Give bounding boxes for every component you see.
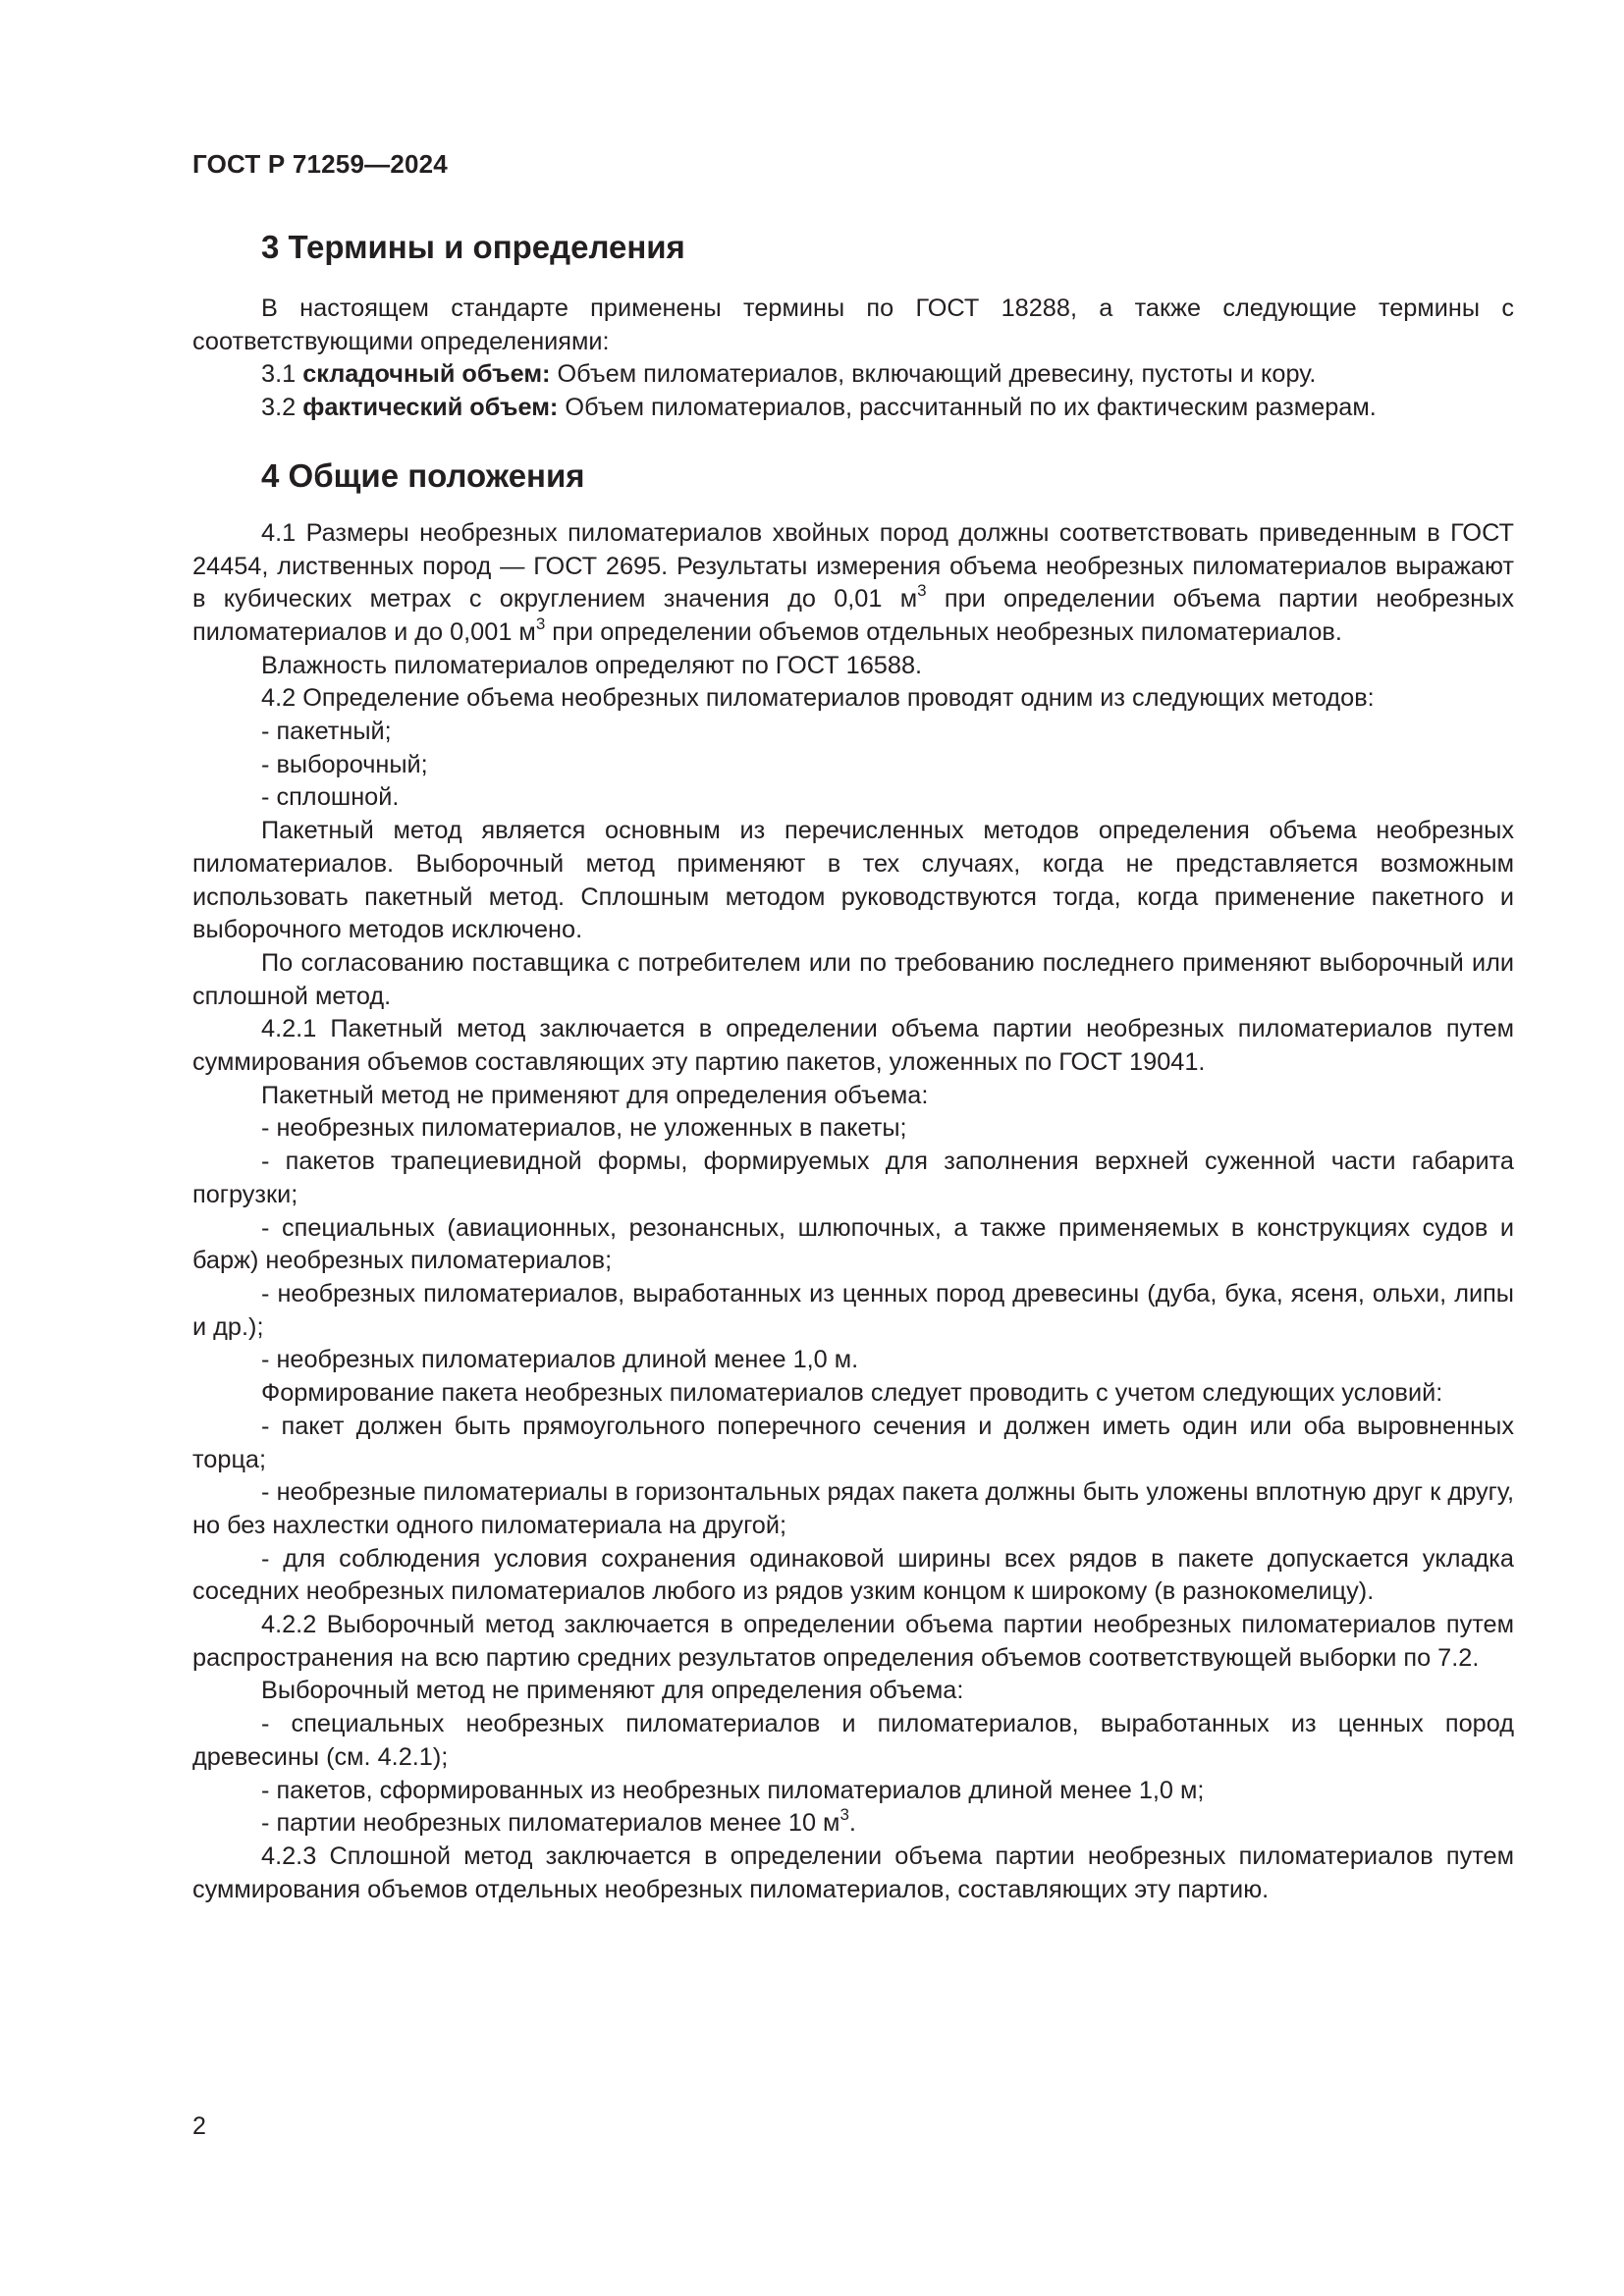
list-item-exclusion: - необрезных пиломатериалов длиной менее 1,0 м. xyxy=(261,1346,859,1374)
list-item-condition: - для соблюдения условия сохранения одинаковой ширины всех рядов в пакете допускается укладка соседних необрезных пиломатериалов любого из рядов узким концом к широкому (в разнокомелицу). xyxy=(192,1544,1514,1606)
document-id-header: ГОСТ Р 71259—2024 xyxy=(192,149,448,179)
clause-4-2-2: 4.2.2 Выборочный метод заключается в определении объема партии необрезных пиломатериалов путем распространения на всю партию средних результатов определения объемов соответствующей выборки по 7.2. xyxy=(192,1611,1514,1672)
term-3-1-definition: Объем пиломатериалов, включающий древесину, пустоты и кору. xyxy=(550,360,1317,389)
list-item-exclusion: - специальных необрезных пиломатериалов и пиломатериалов, выработанных из ценных пород древесины (см. 4.2.1); xyxy=(192,1710,1514,1771)
packet-forming-paragraph: Формирование пакета необрезных пиломатериалов следует проводить с учетом следующих условий: xyxy=(261,1379,1443,1408)
clause-4-1-part-b: при определении объема партии необрезных пиломатериалов и до 0,001 м xyxy=(192,585,1515,646)
clause-4-1-part-a: 4.1 Размеры необрезных пиломатериалов хвойных пород должны соответствовать приведенным в ГОСТ 24454, лиственных пород — ГОСТ 2695. Результаты измерения объема необрезных пиломатериалов выражают в кубических метрах с округлением значения до 0,01 м xyxy=(192,518,1514,614)
section-4-title: 4 Общие положения xyxy=(261,456,585,494)
main-method-paragraph: Пакетный метод является основным из перечисленных методов определения объема необрезных пиломатериалов. Выборочный метод применяют в тех случаях, когда не представляется возможным использовать пакетный метод. Сплошным методом руководствуются тогда, когда применение пакетного и выборочного методов исключено. xyxy=(192,817,1514,944)
section-3-intro: В настоящем стандарте применены термины по ГОСТ 18288, а также следующие термины с соответствующими определениями: xyxy=(192,294,1514,355)
clause-4-2-3: 4.2.3 Сплошной метод заключается в определении объема партии необрезных пиломатериалов путем суммирования объемов отдельных необрезных пиломатериалов, составляющих эту партию. xyxy=(192,1842,1514,1903)
list-item-exclusion xyxy=(192,1804,1514,1841)
term-3-2-number: 3.2 xyxy=(261,394,303,422)
list-item-exclusion: - необрезных пиломатериалов, не уложенных в пакеты; xyxy=(261,1114,907,1143)
agreement-paragraph: По согласованию поставщика с потребителем или по требованию последнего применяют выборочный или сплошной метод. xyxy=(192,948,1514,1010)
clause-4-2-1-exclusions-intro: Пакетный метод не применяют для определения объема: xyxy=(261,1081,929,1109)
section-3-title: 3 Термины и определения xyxy=(261,229,685,265)
term-3-1-name: складочный объем: xyxy=(302,360,551,389)
exclusion-text: - партии необрезных пиломатериалов менее 10 м xyxy=(261,1809,840,1838)
superscript-cubic: 3 xyxy=(917,580,927,600)
clause-4-1 xyxy=(192,517,1514,650)
term-3-1-number: 3.1 xyxy=(261,360,303,389)
list-item-exclusion: - необрезных пиломатериалов, выработанных из ценных пород древесины (дуба, бука, ясеня, ольхи, липы и др.); xyxy=(192,1279,1514,1341)
term-3-2-definition: Объем пиломатериалов, рассчитанный по их фактическим размерам. xyxy=(558,394,1377,422)
clause-4-2-2-exclusions-intro: Выборочный метод не применяют для определения объема: xyxy=(261,1677,964,1705)
term-3-2 xyxy=(192,392,1514,425)
list-item-exclusion: - специальных (авиационных, резонансных, шлюпочных, а также применяемых в конструкциях судов и барж) необрезных пиломатериалов; xyxy=(192,1213,1514,1275)
list-item-exclusion: - пакетов, сформированных из необрезных пиломатериалов длиной менее 1,0 м; xyxy=(261,1776,1205,1804)
moisture-paragraph: Влажность пиломатериалов определяют по ГОСТ 16588. xyxy=(261,651,923,679)
clause-4-1-part-c: при определении объемов отдельных необрезных пиломатериалов. xyxy=(545,617,1342,646)
superscript-cubic: 3 xyxy=(839,1804,849,1824)
page-number: 2 xyxy=(192,2112,206,2140)
list-item-method-packet: - пакетный; xyxy=(261,718,392,746)
clause-4-2: 4.2 Определение объема необрезных пиломатериалов проводят одним из следующих методов: xyxy=(261,684,1375,713)
superscript-cubic: 3 xyxy=(535,614,546,633)
page-content xyxy=(192,224,1514,1906)
list-item-condition: - необрезные пиломатериалы в горизонтальных рядах пакета должны быть уложены вплотную друг к другу, но без нахлестки одного пиломатериала на другой; xyxy=(192,1478,1514,1539)
list-item-condition: - пакет должен быть прямоугольного поперечного сечения и должен иметь один или оба выровненных торца; xyxy=(192,1412,1514,1473)
list-item-method-sample: - выборочный; xyxy=(261,750,428,778)
term-3-2-name: фактический объем: xyxy=(302,394,559,422)
exclusion-end: . xyxy=(848,1809,856,1838)
clause-4-2-1: 4.2.1 Пакетный метод заключается в определении объема партии необрезных пиломатериалов путем суммирования объемов составляющих эту партию пакетов, уложенных по ГОСТ 19041. xyxy=(192,1015,1514,1077)
term-3-1 xyxy=(192,358,1514,392)
list-item-method-full: - сплошной. xyxy=(261,783,400,812)
list-item-exclusion: - пакетов трапециевидной формы, формируемых для заполнения верхней суженной части габарита погрузки; xyxy=(192,1148,1514,1208)
